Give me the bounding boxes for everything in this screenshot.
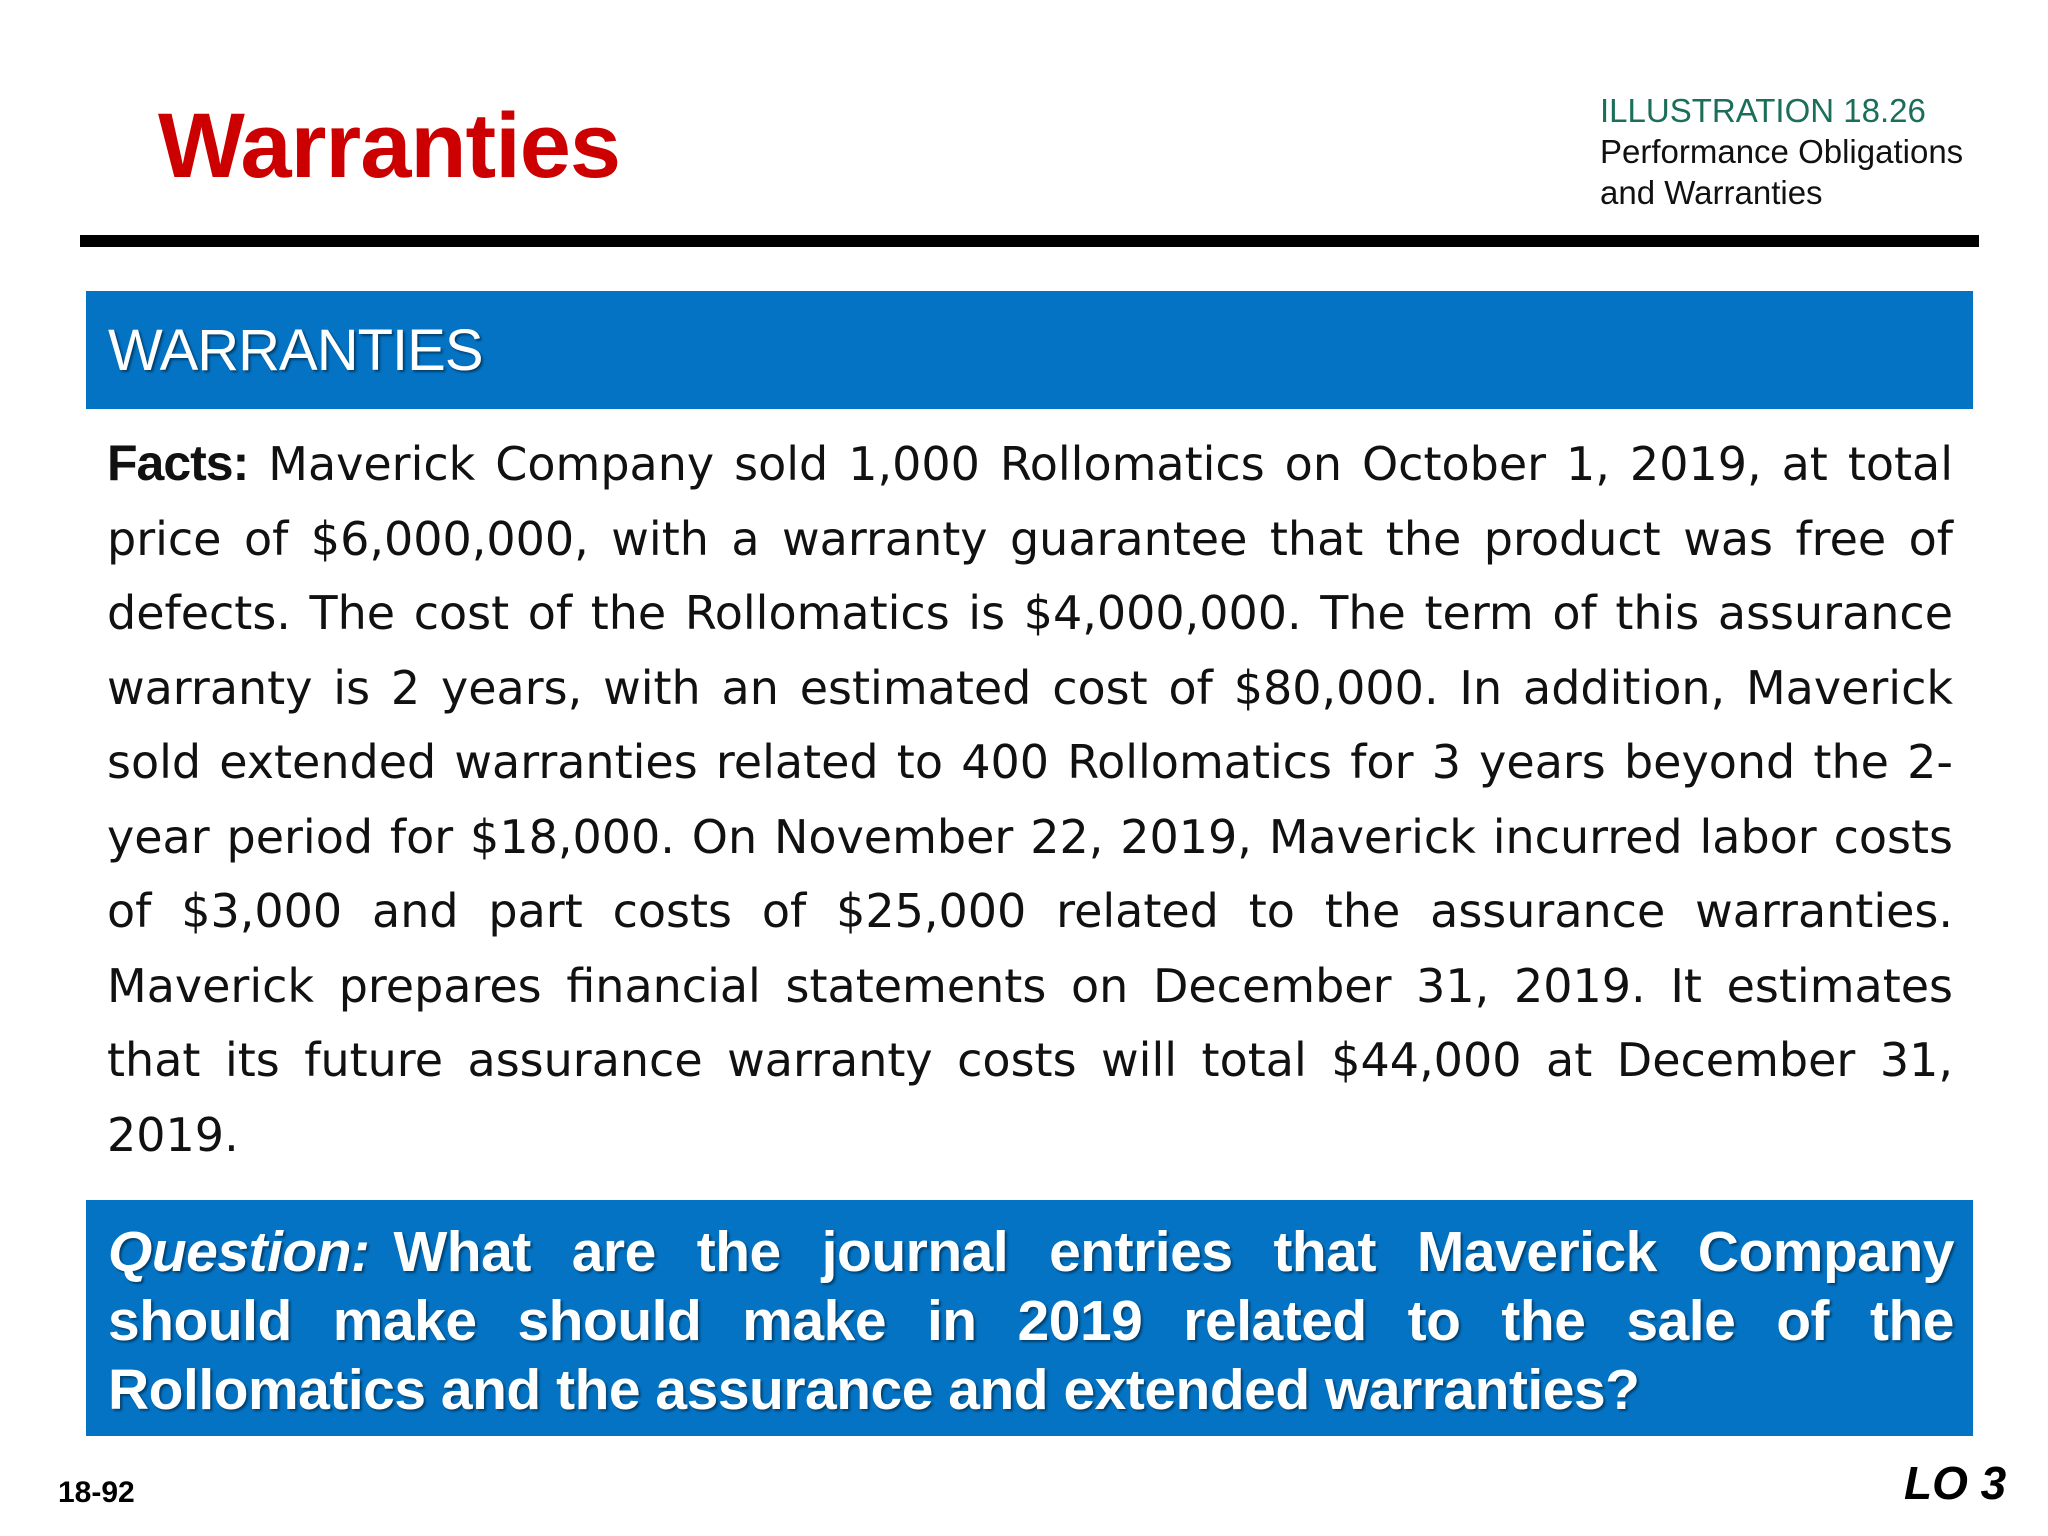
facts-paragraph	[107, 426, 1953, 1172]
facts-label: Facts:	[107, 435, 249, 491]
slide-title: Warranties	[158, 95, 621, 197]
illustration-caption: Performance Obligations and Warranties	[1600, 133, 1964, 211]
header-divider	[80, 235, 1979, 247]
question-text: What are the journal entries that Maverick Company should make should make in 2019 related to the sale of the Rollomatics and the assurance and extended warranties?	[108, 1220, 1954, 1422]
question-paragraph	[108, 1218, 1954, 1425]
learning-objective: LO 3	[1904, 1457, 2007, 1509]
section-heading: WARRANTIES	[108, 318, 483, 383]
question-box	[86, 1200, 1973, 1436]
illustration-reference	[1600, 90, 2020, 213]
facts-text: Maverick Company sold 1,000 Rollomatics on October 1, 2019, at total price of $6,000,000, with a warranty guarantee that the product was free of defects. The cost of the Rollomatics is $4,000,000. The term of this assurance warranty is 2 years, with an estimated cost of $80,000. In addition, Maverick sold extended warranties related to 400 Rollomatics for 3 years beyond the 2-year period for $18,000. On November 22, 2019, Maverick incurred labor costs of $3,000 and part costs of $25,000 related to the assurance warranties. Maverick prepares financial statements on December 31, 2019. It estimates that its future assurance warranty costs will total $44,000 at December 31, 2019.	[107, 437, 1954, 1162]
section-header-box	[86, 291, 1973, 409]
page-number: 18-92	[58, 1476, 135, 1509]
illustration-number: ILLUSTRATION 18.26	[1600, 92, 1926, 129]
question-label: Question:	[108, 1220, 370, 1284]
